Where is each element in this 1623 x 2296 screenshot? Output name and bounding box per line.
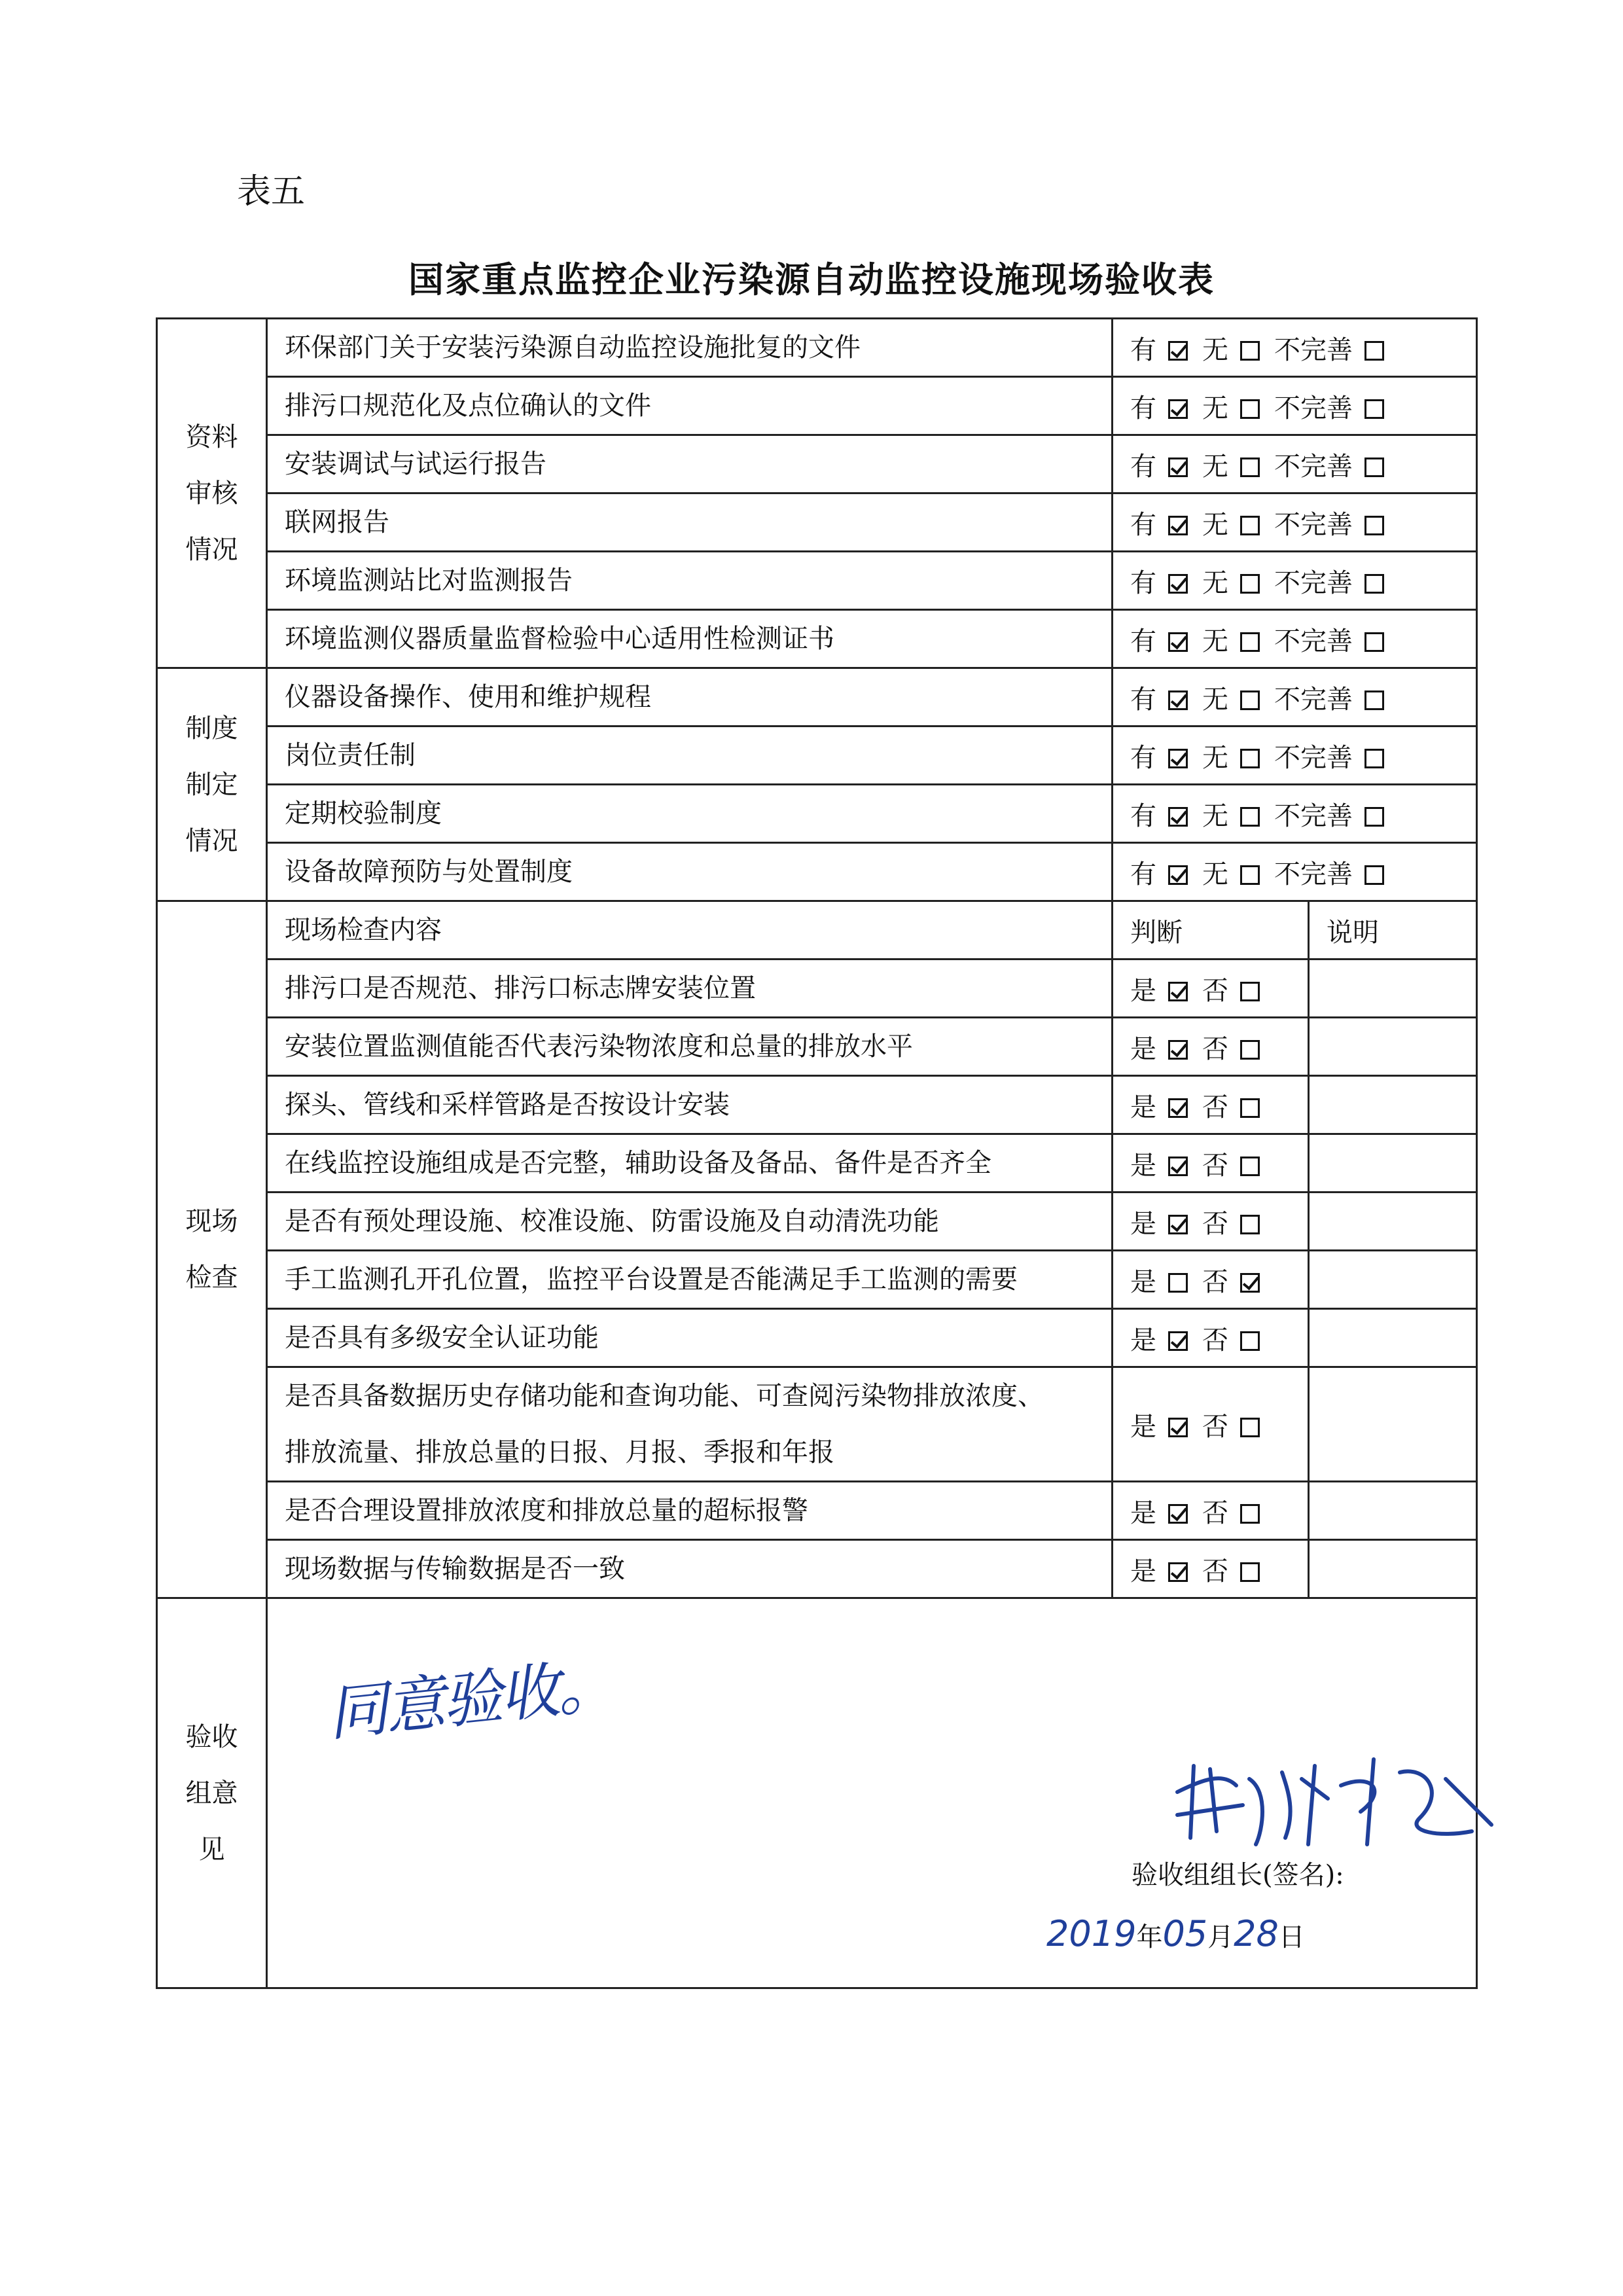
doc-options: [1113, 493, 1477, 552]
inspection-note[interactable]: [1309, 1134, 1477, 1193]
inspection-judgement: [1113, 1076, 1309, 1134]
section-docs-label: [157, 319, 267, 668]
leader-signature: [1164, 1753, 1505, 1851]
opt-none-label: 无: [1202, 334, 1228, 365]
opt-incomplete-label: 不完善: [1274, 859, 1353, 889]
have-checkbox[interactable]: [1168, 516, 1188, 535]
doc-item: 环境监测仪器质量监督检验中心适用性检测证书: [267, 610, 1113, 668]
have-checkbox[interactable]: [1168, 865, 1188, 885]
yes-checkbox[interactable]: [1168, 1562, 1188, 1582]
rule-options: [1113, 726, 1477, 785]
inspection-item: 安装位置监测值能否代表污染物浓度和总量的排放水平: [267, 1018, 1113, 1076]
inspection-header-note: 说明: [1309, 901, 1477, 960]
inspection-item: 是否合理设置排放浓度和排放总量的超标报警: [267, 1482, 1113, 1540]
opt-incomplete-label: 不完善: [1274, 742, 1353, 773]
doc-options: [1113, 319, 1477, 377]
opt-none-label: 无: [1202, 742, 1228, 773]
opt-no-label: 否: [1202, 1556, 1228, 1587]
date-year: 2019: [1046, 1913, 1137, 1954]
inspection-item: 手工监测孔开孔位置，监控平台设置是否能满足手工监测的需要: [267, 1251, 1113, 1309]
acceptance-table: [156, 317, 1478, 1989]
none-checkbox[interactable]: [1240, 457, 1260, 477]
inspection-judgement: [1113, 1540, 1309, 1598]
inspection-note[interactable]: [1309, 960, 1477, 1018]
section-opinion-label: [157, 1598, 267, 1988]
opinion-area[interactable]: [267, 1598, 1477, 1988]
section-rules-label: [157, 668, 267, 901]
yes-checkbox[interactable]: [1168, 982, 1188, 1001]
opt-incomplete-label: 不完善: [1274, 451, 1353, 482]
opt-no-label: 否: [1202, 1266, 1228, 1297]
inspection-item-line: 排放流量、排放总量的日报、月报、季报和年报: [285, 1437, 834, 1467]
doc-item: 安装调试与试运行报告: [267, 435, 1113, 493]
none-checkbox[interactable]: [1240, 574, 1260, 594]
doc-options: [1113, 552, 1477, 610]
rule-item: 岗位责任制: [267, 726, 1113, 785]
rule-options: [1113, 843, 1477, 901]
opt-no-label: 否: [1202, 1325, 1228, 1355]
rule-options: [1113, 668, 1477, 726]
yes-checkbox[interactable]: [1168, 1098, 1188, 1118]
doc-item: 环境监测站比对监测报告: [267, 552, 1113, 610]
doc-item: 环保部门关于安装污染源自动监控设施批复的文件: [267, 319, 1113, 377]
yes-checkbox[interactable]: [1168, 1504, 1188, 1524]
have-checkbox[interactable]: [1168, 457, 1188, 477]
opt-yes-label: 是: [1130, 1092, 1156, 1122]
inspection-judgement: [1113, 1134, 1309, 1193]
opt-yes-label: 是: [1130, 1150, 1156, 1181]
inspection-judgement: [1113, 960, 1309, 1018]
inspection-item: 探头、管线和采样管路是否按设计安装: [267, 1076, 1113, 1134]
doc-options: [1113, 377, 1477, 435]
date-day-unit: 日: [1278, 1922, 1305, 1952]
opinion-handwriting: 同意验收。: [324, 1649, 618, 1749]
no-checkbox[interactable]: [1240, 1098, 1260, 1118]
none-checkbox[interactable]: [1240, 865, 1260, 885]
opt-have-label: 有: [1130, 800, 1156, 831]
inspection-judgement: [1113, 1193, 1309, 1251]
inspection-note[interactable]: [1309, 1018, 1477, 1076]
opt-incomplete-label: 不完善: [1274, 509, 1353, 540]
opt-have-label: 有: [1130, 859, 1156, 889]
incomplete-checkbox[interactable]: [1364, 807, 1384, 827]
none-checkbox[interactable]: [1240, 749, 1260, 768]
opt-no-label: 否: [1202, 1498, 1228, 1528]
section-opinion-text: 验收 组意 见: [185, 1721, 238, 1865]
opt-have-label: 有: [1130, 684, 1156, 715]
date-day: 28: [1234, 1913, 1279, 1954]
have-checkbox[interactable]: [1168, 632, 1188, 652]
opt-have-label: 有: [1130, 334, 1156, 365]
inspection-note[interactable]: [1309, 1540, 1477, 1598]
opt-incomplete-label: 不完善: [1274, 393, 1353, 423]
no-checkbox[interactable]: [1240, 1273, 1260, 1293]
inspection-note[interactable]: [1309, 1193, 1477, 1251]
date-month-unit: 月: [1207, 1922, 1234, 1952]
doc-item: 联网报告: [267, 493, 1113, 552]
opt-yes-label: 是: [1130, 975, 1156, 1006]
opt-have-label: 有: [1130, 742, 1156, 773]
incomplete-checkbox[interactable]: [1364, 865, 1384, 885]
opt-yes-label: 是: [1130, 1208, 1156, 1239]
incomplete-checkbox[interactable]: [1364, 749, 1384, 768]
form-title: 国家重点监控企业污染源自动监控设施现场验收表: [408, 259, 1215, 300]
inspection-judgement: [1113, 1367, 1309, 1482]
leader-label: 验收组组长(签名):: [1132, 1860, 1344, 1890]
opt-yes-label: 是: [1130, 1556, 1156, 1587]
incomplete-checkbox[interactable]: [1364, 574, 1384, 594]
inspection-item: 排污口是否规范、排污口标志牌安装位置: [267, 960, 1113, 1018]
inspection-judgement: [1113, 1309, 1309, 1367]
incomplete-checkbox[interactable]: [1364, 457, 1384, 477]
opt-have-label: 有: [1130, 626, 1156, 656]
opt-yes-label: 是: [1130, 1498, 1156, 1528]
opt-yes-label: 是: [1130, 1033, 1156, 1064]
opt-have-label: 有: [1130, 451, 1156, 482]
opt-no-label: 否: [1202, 975, 1228, 1006]
have-checkbox[interactable]: [1168, 341, 1188, 361]
inspection-item: 是否有预处理设施、校准设施、防雷设施及自动清洗功能: [267, 1193, 1113, 1251]
opt-no-label: 否: [1202, 1033, 1228, 1064]
incomplete-checkbox[interactable]: [1364, 399, 1384, 419]
inspection-header-judge: 判断: [1113, 901, 1309, 960]
no-checkbox[interactable]: [1240, 1562, 1260, 1582]
acceptance-form: [156, 317, 1476, 1952]
yes-checkbox[interactable]: [1168, 1040, 1188, 1060]
inspection-note[interactable]: [1309, 1076, 1477, 1134]
date-month: 05: [1162, 1913, 1208, 1954]
opt-incomplete-label: 不完善: [1274, 334, 1353, 365]
opt-incomplete-label: 不完善: [1274, 567, 1353, 598]
opt-none-label: 无: [1202, 451, 1228, 482]
inspection-item: [267, 1367, 1113, 1482]
rule-options: [1113, 785, 1477, 843]
opt-no-label: 否: [1202, 1208, 1228, 1239]
have-checkbox[interactable]: [1168, 399, 1188, 419]
inspection-judgement: [1113, 1018, 1309, 1076]
none-checkbox[interactable]: [1240, 399, 1260, 419]
opt-no-label: 否: [1202, 1411, 1228, 1442]
incomplete-checkbox[interactable]: [1364, 516, 1384, 535]
opt-have-label: 有: [1130, 509, 1156, 540]
opt-none-label: 无: [1202, 859, 1228, 889]
inspection-item-line: 是否具备数据历史存储功能和查询功能、可查阅污染物排放浓度、: [285, 1381, 1044, 1411]
yes-checkbox[interactable]: [1168, 1331, 1188, 1351]
have-checkbox[interactable]: [1168, 807, 1188, 827]
none-checkbox[interactable]: [1240, 341, 1260, 361]
inspection-judgement: [1113, 1251, 1309, 1309]
no-checkbox[interactable]: [1240, 1418, 1260, 1437]
opt-none-label: 无: [1202, 800, 1228, 831]
no-checkbox[interactable]: [1240, 1157, 1260, 1176]
have-checkbox[interactable]: [1168, 691, 1188, 710]
opt-incomplete-label: 不完善: [1274, 800, 1353, 831]
inspection-item: 现场数据与传输数据是否一致: [267, 1540, 1113, 1598]
opt-incomplete-label: 不完善: [1274, 684, 1353, 715]
no-checkbox[interactable]: [1240, 1331, 1260, 1351]
inspection-header-content: 现场检查内容: [267, 901, 1113, 960]
none-checkbox[interactable]: [1240, 632, 1260, 652]
opt-yes-label: 是: [1130, 1411, 1156, 1442]
rule-item: 定期校验制度: [267, 785, 1113, 843]
sign-date: [1046, 1913, 1305, 1954]
none-checkbox[interactable]: [1240, 691, 1260, 710]
have-checkbox[interactable]: [1168, 574, 1188, 594]
opt-yes-label: 是: [1130, 1266, 1156, 1297]
inspection-note[interactable]: [1309, 1309, 1477, 1367]
yes-checkbox[interactable]: [1168, 1273, 1188, 1293]
opt-no-label: 否: [1202, 1092, 1228, 1122]
opt-none-label: 无: [1202, 509, 1228, 540]
inspection-item: 在线监控设施组成是否完整，辅助设备及备品、备件是否齐全: [267, 1134, 1113, 1193]
incomplete-checkbox[interactable]: [1364, 341, 1384, 361]
incomplete-checkbox[interactable]: [1364, 632, 1384, 652]
no-checkbox[interactable]: [1240, 1504, 1260, 1524]
inspection-note[interactable]: [1309, 1482, 1477, 1540]
yes-checkbox[interactable]: [1168, 1215, 1188, 1234]
no-checkbox[interactable]: [1240, 1215, 1260, 1234]
opt-have-label: 有: [1130, 567, 1156, 598]
have-checkbox[interactable]: [1168, 749, 1188, 768]
section-inspection-text: 现场 检查: [185, 1206, 238, 1293]
opt-no-label: 否: [1202, 1150, 1228, 1181]
no-checkbox[interactable]: [1240, 1040, 1260, 1060]
opt-none-label: 无: [1202, 567, 1228, 598]
doc-options: [1113, 435, 1477, 493]
opt-none-label: 无: [1202, 393, 1228, 423]
incomplete-checkbox[interactable]: [1364, 691, 1384, 710]
opt-yes-label: 是: [1130, 1325, 1156, 1355]
inspection-judgement: [1113, 1482, 1309, 1540]
opt-incomplete-label: 不完善: [1274, 626, 1353, 656]
opt-none-label: 无: [1202, 626, 1228, 656]
rule-item: 仪器设备操作、使用和维护规程: [267, 668, 1113, 726]
section-docs-text: 资料 审核 情况: [185, 422, 238, 565]
yes-checkbox[interactable]: [1168, 1418, 1188, 1437]
inspection-item: 是否具有多级安全认证功能: [267, 1309, 1113, 1367]
inspection-note[interactable]: [1309, 1367, 1477, 1482]
opt-have-label: 有: [1130, 393, 1156, 423]
doc-item: 排污口规范化及点位确认的文件: [267, 377, 1113, 435]
date-year-unit: 年: [1136, 1922, 1163, 1952]
yes-checkbox[interactable]: [1168, 1157, 1188, 1176]
section-rules-text: 制度 制定 情况: [185, 713, 238, 856]
opt-none-label: 无: [1202, 684, 1228, 715]
page-label: 表五: [237, 172, 306, 211]
rule-item: 设备故障预防与处置制度: [267, 843, 1113, 901]
section-inspection-label: [157, 901, 267, 1598]
none-checkbox[interactable]: [1240, 807, 1260, 827]
doc-options: [1113, 610, 1477, 668]
inspection-note[interactable]: [1309, 1251, 1477, 1309]
no-checkbox[interactable]: [1240, 982, 1260, 1001]
none-checkbox[interactable]: [1240, 516, 1260, 535]
